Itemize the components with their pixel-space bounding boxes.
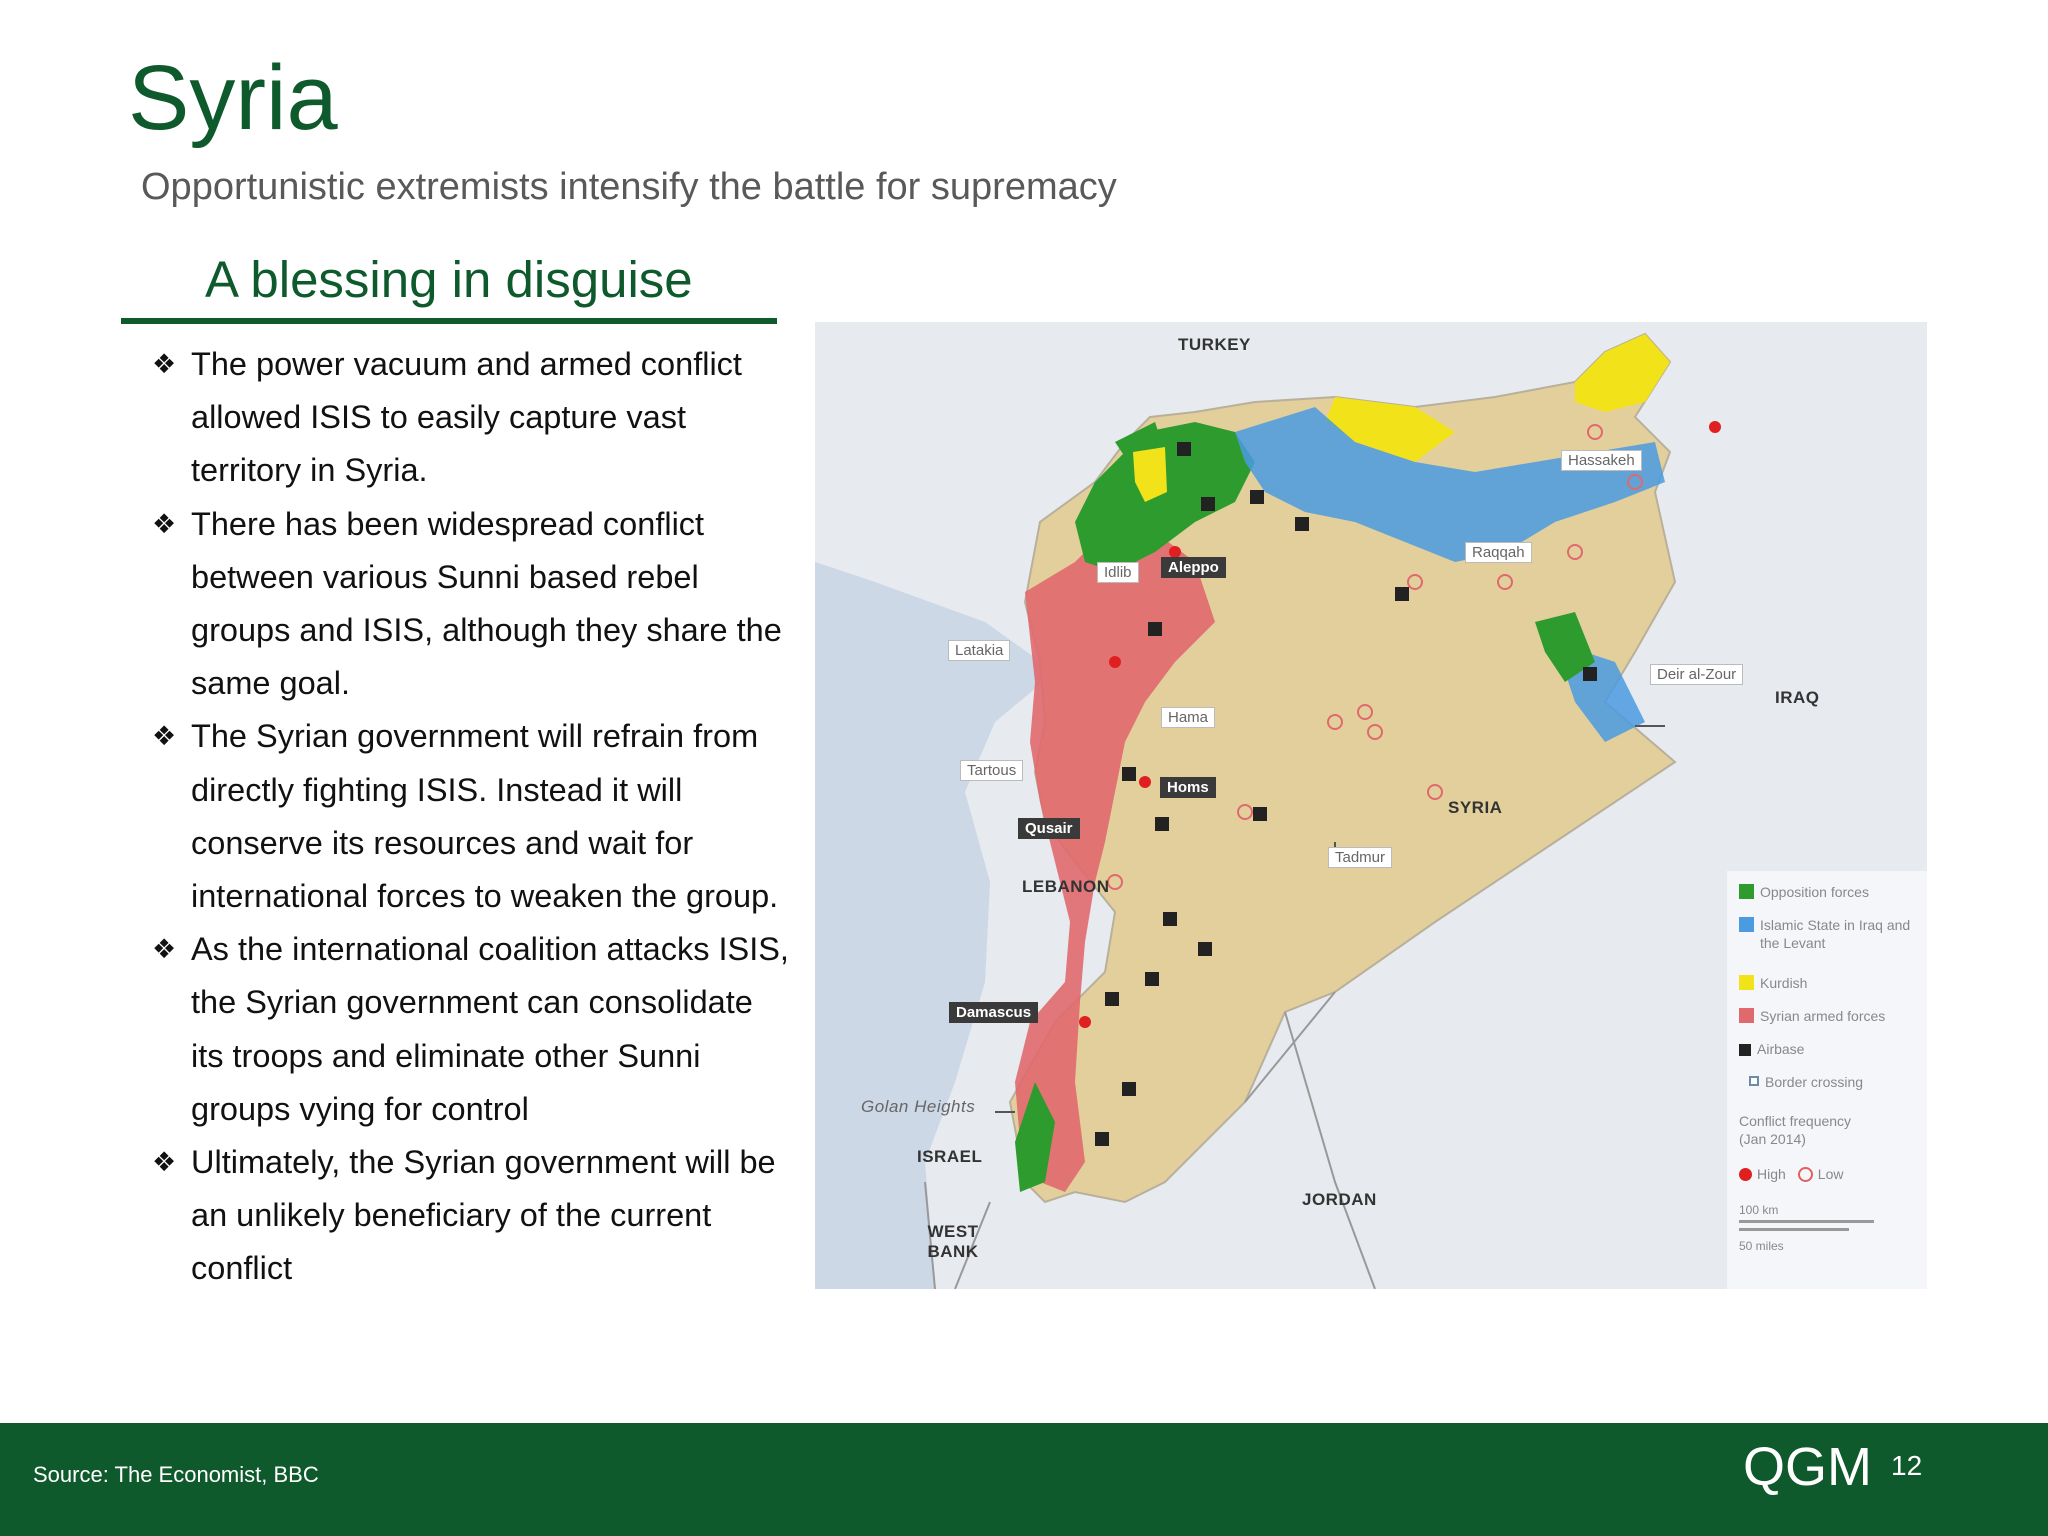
qgm-logo: QGM (1743, 1437, 1872, 1497)
high-frequency-icon (1739, 1168, 1752, 1181)
section-divider (121, 318, 777, 324)
bullet-text: Ultimately, the Syrian government will be an unlikely beneficiary of the current conflict (191, 1144, 776, 1287)
legend-swatch (1739, 884, 1754, 899)
country-label-israel: ISRAEL (917, 1147, 983, 1166)
country-label-turkey: TURKEY (1178, 335, 1251, 354)
scale-miles-label: 50 miles (1739, 1239, 1784, 1253)
scale-km-label: 100 km (1739, 1203, 1779, 1217)
bullet-list (152, 338, 792, 1296)
bullet-text: The power vacuum and armed conflict allowed ISIS to easily capture vast territory in Syria. (191, 346, 742, 489)
legend-conflict-title: Conflict frequency (Jan 2014) (1739, 1113, 1852, 1147)
legend-swatch (1739, 917, 1754, 932)
city-label-tadmur: Tadmur (1328, 847, 1392, 868)
bullet-item (152, 1136, 792, 1296)
border-crossing-icon (1749, 1076, 1759, 1086)
country-label-west-bank: WEST BANK (927, 1222, 979, 1261)
city-label-aleppo: Aleppo (1161, 557, 1226, 578)
page-number: 12 (1891, 1450, 1923, 1481)
city-label-hassakeh: Hassakeh (1561, 450, 1642, 471)
city-label-idlib: Idlib (1097, 562, 1139, 583)
legend-item-frequency: High Low (1739, 1165, 1843, 1183)
legend-item-isil: Islamic State in Iraq and the Levant (1739, 916, 1925, 952)
four-diamond-bullet-icon: ❖ (152, 721, 177, 753)
legend-swatch (1739, 975, 1754, 990)
four-diamond-bullet-icon: ❖ (152, 349, 177, 380)
bullet-text: The Syrian government will refrain from directly fighting ISIS. Instead it will conserve its resources and wait for international forces to weaken the group. (191, 718, 779, 915)
bullet-item (152, 498, 792, 711)
legend-item-syrian-forces: Syrian armed forces (1739, 1007, 1885, 1025)
four-diamond-bullet-icon: ❖ (152, 934, 177, 966)
legend-swatch (1739, 1008, 1754, 1023)
syria-conflict-map (815, 322, 1927, 1289)
country-label-lebanon: LEBANON (1022, 877, 1110, 896)
city-label-damascus: Damascus (949, 1002, 1038, 1023)
city-label-qusair: Qusair (1018, 818, 1080, 839)
city-label-tartous: Tartous (960, 760, 1023, 781)
legend-item-kurdish: Kurdish (1739, 974, 1807, 992)
country-label-iraq: IRAQ (1775, 688, 1820, 707)
city-label-latakia: Latakia (948, 640, 1010, 661)
four-diamond-bullet-icon: ❖ (152, 508, 177, 540)
source-note: Source: The Economist, BBC (33, 1462, 319, 1487)
slide-title: Syria (128, 47, 338, 149)
map-legend (1727, 871, 1927, 1289)
section-heading: A blessing in disguise (205, 251, 693, 308)
legend-item-border: Border crossing (1739, 1073, 1863, 1091)
slide-subtitle: Opportunistic extremists intensify the battle for supremacy (141, 166, 1117, 208)
legend-item-opposition: Opposition forces (1739, 883, 1869, 901)
four-diamond-bullet-icon: ❖ (152, 1147, 177, 1179)
bullet-item (152, 710, 792, 923)
region-label-golan: Golan Heights (861, 1097, 976, 1116)
city-label-hama: Hama (1161, 707, 1215, 728)
bullet-item (152, 338, 792, 498)
city-label-homs: Homs (1160, 777, 1216, 798)
bullet-item (152, 923, 792, 1136)
scale-bar-miles (1739, 1228, 1849, 1231)
country-label-jordan: JORDAN (1302, 1190, 1377, 1209)
legend-item-airbase: Airbase (1739, 1040, 1804, 1058)
country-label-syria: SYRIA (1448, 798, 1503, 817)
low-frequency-icon (1798, 1167, 1813, 1182)
bullet-text: There has been widespread conflict between various Sunni based rebel groups and ISIS, although they share the same goal. (191, 505, 782, 702)
airbase-icon (1739, 1044, 1751, 1056)
bullet-text: As the international coalition attacks ISIS, the Syrian government can consolidate its troops and eliminate other Sunni groups vying for control (191, 931, 789, 1127)
city-label-raqqah: Raqqah (1465, 542, 1532, 563)
scale-bar-km (1739, 1220, 1874, 1223)
city-label-deir-al-zour: Deir al-Zour (1650, 664, 1743, 685)
